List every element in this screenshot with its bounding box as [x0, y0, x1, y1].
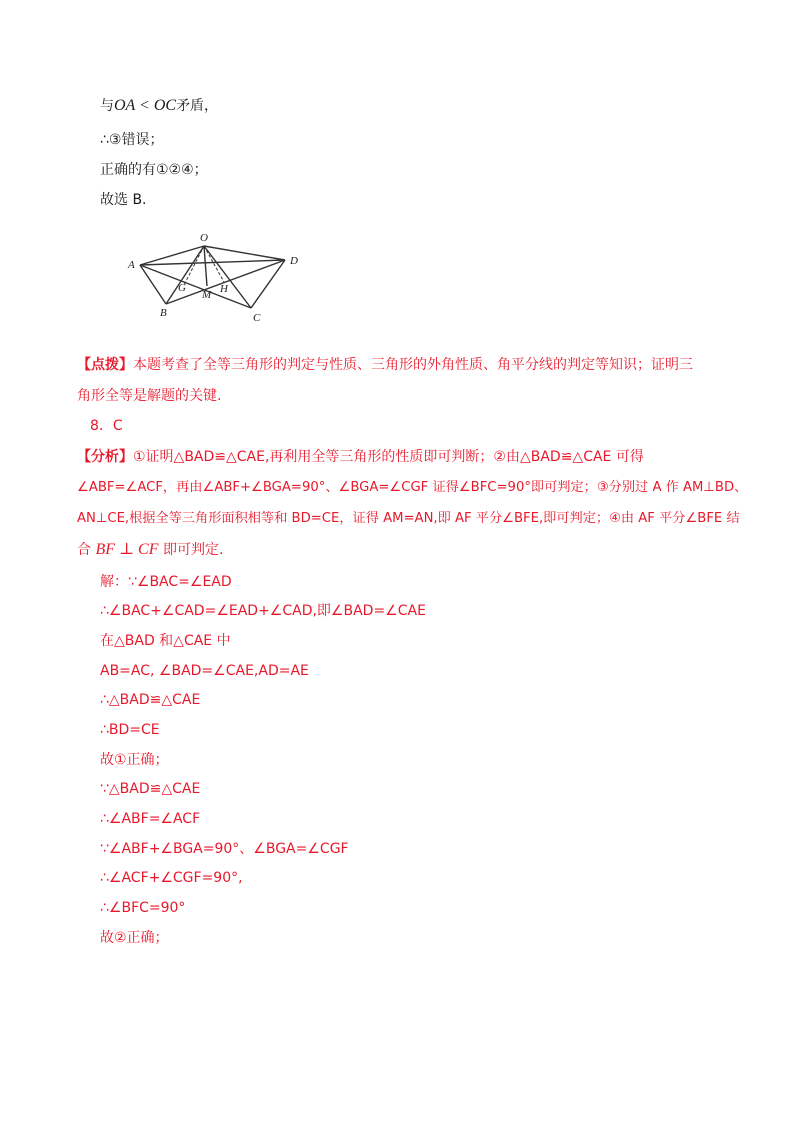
segment-AB — [140, 265, 166, 304]
geometry-figure — [120, 228, 320, 333]
text-line-contradiction — [100, 96, 218, 116]
dianbo-tag: 【点拨】 — [77, 357, 133, 373]
answer-number: 8．C — [90, 418, 123, 434]
solution-line: ∵∠ABF+∠BGA=90°、∠BGA=∠CGF — [100, 841, 349, 857]
math-expression-bf-perp-cf: BF ⊥ CF — [95, 541, 159, 558]
analysis-text-4-post: 即可判定. — [162, 542, 224, 558]
label-B: B — [160, 307, 167, 319]
text-line-3-wrong: ∴③错误； — [100, 132, 164, 148]
dashed-segment-OH — [204, 246, 224, 282]
text-segment: 与 — [100, 98, 114, 114]
segment-OB — [166, 246, 204, 304]
label-H: H — [220, 283, 228, 295]
solution-line: ∴∠ABF=∠ACF — [100, 811, 201, 827]
segment-AO — [140, 246, 204, 265]
analysis-text-4-pre: 合 — [77, 542, 91, 558]
analysis-line-1 — [77, 447, 644, 467]
text-segment: 矛盾， — [176, 98, 219, 114]
solution-line: ∴∠BAC+∠CAD=∠EAD+∠CAD,即∠BAD=∠CAE — [100, 603, 426, 619]
label-G: G — [178, 282, 186, 294]
segment-OM — [204, 246, 207, 286]
dianbo-line-2: 角形全等是解题的关键. — [77, 388, 222, 404]
figure-lines — [140, 246, 285, 308]
label-A: A — [128, 259, 135, 271]
analysis-line-2: ∠ABF=∠ACF，再由∠ABF+∠BGA=90°、∠BGA=∠CGF 证得∠BFC=90°即可判定；③分别过 A 作 AM⊥BD、 — [77, 480, 748, 495]
dianbo-text-1: 本题考查了全等三角形的判定与性质、三角形的外角性质、角平分线的判定等知识；证明三 — [133, 357, 693, 373]
analysis-line-3: AN⊥CE,根据全等三角形面积相等和 BD=CE，证得 AM=AN,即 AF 平分∠BFE,即可判定；④由 AF 平分∠BFE 结 — [77, 511, 740, 526]
text-line-correct-items: 正确的有①②④； — [100, 162, 208, 178]
solution-line: ∴△BAD≌△CAE — [100, 692, 201, 708]
label-M: M — [202, 289, 212, 301]
dashed-segment-OG — [184, 246, 204, 285]
solution-line: ∵△BAD≌△CAE — [100, 781, 201, 797]
solution-line: 故②正确； — [100, 930, 169, 946]
label-O: O — [200, 232, 208, 244]
solution-line: ∴∠BFC=90° — [100, 900, 186, 916]
solution-line: 解：∵∠BAC=∠EAD — [100, 574, 232, 590]
solution-line: 在△BAD 和△CAE 中 — [100, 633, 231, 649]
segment-DC — [251, 260, 285, 308]
segment-OD — [204, 246, 285, 260]
solution-line: ∴BD=CE — [100, 722, 160, 738]
dianbo-line-1 — [77, 355, 693, 375]
solution-line: ∴∠ACF+∠CGF=90°, — [100, 870, 243, 886]
solution-line: 故①正确； — [100, 752, 169, 768]
label-D: D — [290, 255, 298, 267]
solution-line: AB=AC, ∠BAD=∠CAE,AD=AE — [100, 663, 309, 679]
analysis-tag: 【分析】 — [77, 449, 133, 465]
text-line-choice: 故选 B. — [100, 192, 147, 208]
label-C: C — [253, 312, 261, 324]
math-expression: OA < OC — [114, 97, 177, 114]
analysis-line-4 — [77, 540, 223, 560]
analysis-text-1: ①证明△BAD≌△CAE,再利用全等三角形的性质即可判断；②由△BAD≌△CAE 可得 — [133, 449, 644, 465]
